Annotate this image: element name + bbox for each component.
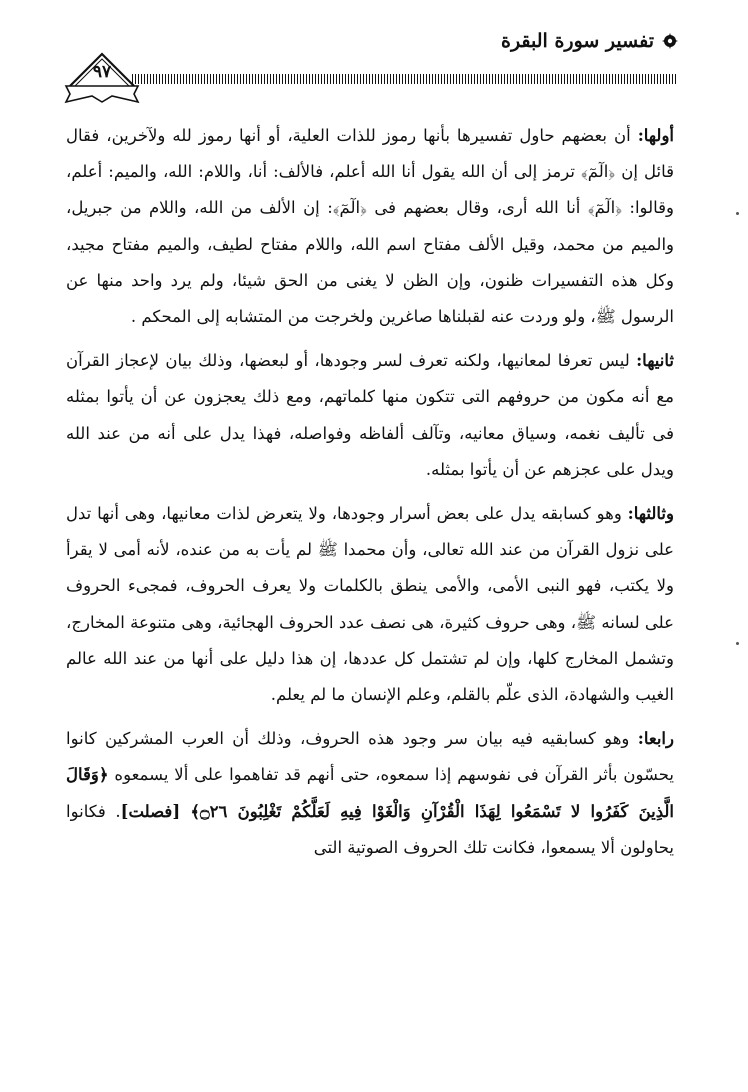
paragraph-first (66, 118, 674, 335)
paragraph-text: وهو كسابقيه فيه بيان سر وجود هذه الحروف، وذلك أن العرب المشركين كانوا يحسّون بأثر القرآن فى نفوسهم إذا سمعوه، حتى أنهم قد تفاهموا على ألا يسمعوه (66, 729, 674, 785)
header-rule (132, 74, 678, 84)
paragraph-second (66, 343, 674, 488)
paragraph-text: . فكانوا يحاولون ألا يسمعوا، فكانت تلك الحروف الصوتية التى (66, 801, 674, 857)
flower-ornament-icon (662, 33, 678, 49)
running-title (501, 30, 678, 52)
margin-mark (736, 642, 739, 645)
paragraph-fourth (66, 721, 674, 866)
paragraph-lead: أولها: (637, 126, 674, 145)
paragraph-lead: ثانيها: (636, 351, 674, 371)
margin-mark (736, 212, 739, 215)
paragraph-text: ليس تعرفا لمعانيها، ولكنه تعرف لسر وجودها، أو لبعضها، وذلك بيان لإعجاز القرآن مع أنه مكون من حروفهم التى تتكون منها كلماتهم، ومع ذلك يعجزون عن أن يأتوا بمثله فى تأليف نغمه، وسياق معانيه، وتآلف ألفاظه وفواصله، فهذا يدل على أنه من عند الله ويدل على عجزهم عن أن يأتوا بمثله. (66, 351, 674, 479)
paragraph-third (66, 496, 674, 713)
page-number: ٩٧ (92, 62, 112, 82)
paragraph-lead: رابعا: (637, 729, 674, 749)
page-header (0, 0, 748, 110)
page-title: تفسير سورة البقرة (500, 30, 654, 52)
paragraph-text: وهو كسابقه يدل على بعض أسرار وجودها، ولا يتعرض لذات معانيها، وهى أنها تدل على نزول القرآن من عند الله تعالى، وأن محمدا ﷺ لم يأت به من عنده، لأنه أمى لا يقرأ ولا يكتب، فهو النبى الأمى، والأمى ينطق بالكلمات ولا يعرف الحروف، فمجىء الحروف على لسانه ﷺ، وهى حروف كثيرة، هى نصف عدد الحروف الهجائية، وهى متنوعة المخارج، وتشمل المخارج كلها، وإن لم تشتمل كل عددها، إن هذا دليل على أنها من عند الله عالم الغيب والشهادة، الذى علّم بالقلم، وعلم الإنسان ما لم يعلم. (66, 504, 674, 705)
paragraph-lead: وثالثها: (627, 504, 674, 524)
paragraph-text: أن بعضهم حاول تفسيرها بأنها رموز للذات العلية، أو أنها رموز لله ولآخرين، فقال قائل إن ﴿الٓمٓ﴾ ترمز إلى أن الله يقول أنا الله أعلم، فالألف: أنا، واللام: الله، والميم: أعلم، وقالوا: ﴿الٓمٓ﴾ أنا الله أرى، وقال بعضهم فى ﴿الٓمٓ﴾: إن الألف من الله، واللام من جبريل، والميم من محمد، وقيل الألف مفتاح اسم الله، واللام مفتاح لطيف، والميم مفتاح مجيد، وكل هذه التفسيرات ظنون، وإن الظن لا يغنى من الحق شيئا، ولم يرد واحد منها عن الرسول ﷺ، ولو وردت عنه لقبلناها صاغرين ولخرجت من المتشابه إلى المحكم . (66, 126, 674, 327)
quran-verse: ﴿وَقَالَ الَّذِينَ كَفَرُوا لا تَسْمَعُوا لِهَذَا الْقُرْآنِ وَالْغَوْا فِيهِ لَعَلَّكُمْ تَغْلِبُونَ ۝٢٦﴾ (66, 765, 674, 821)
surah-reference: [فصلت] (120, 801, 191, 821)
body-text (66, 118, 674, 874)
